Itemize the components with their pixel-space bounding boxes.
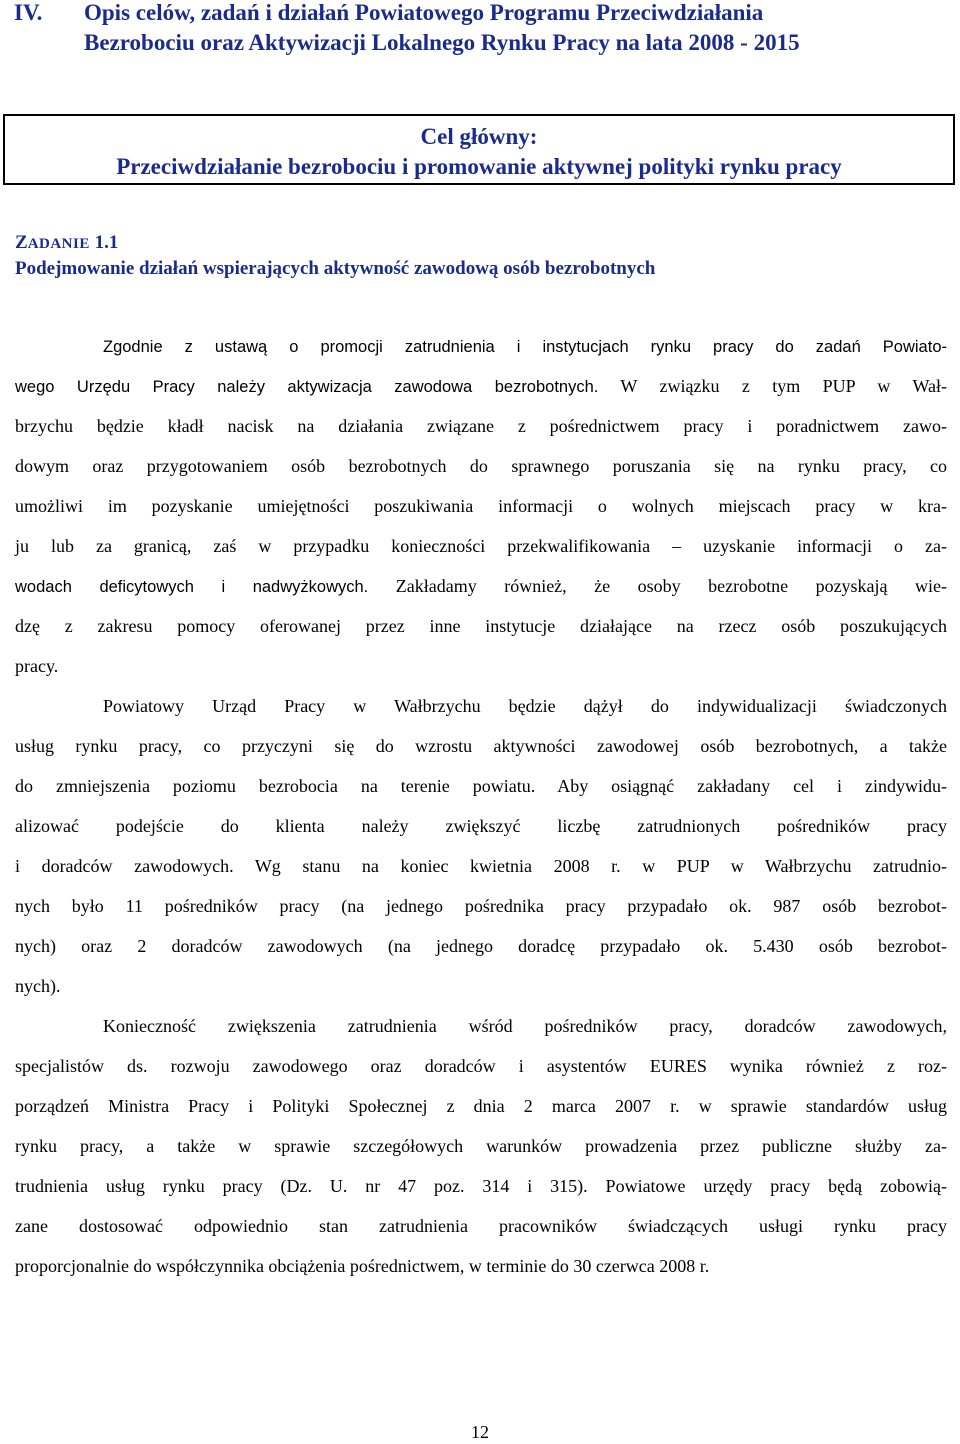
- paragraph-1-line-6: ju lub za granicą, zaś w przypadku konieczności przekwalifikowania – uzyskanie informacji o za-: [15, 536, 947, 556]
- paragraph-3-line-2: specjalistów ds. rozwoju zawodowego oraz doradców i asystentów EURES wynika również z roz-: [15, 1056, 947, 1076]
- paragraph-1-line-5: umożliwi im pozyskanie umiejętności poszukiwania informacji o wolnych miejscach pracy w kra-: [15, 496, 947, 516]
- task-label-initial: Z: [15, 232, 28, 253]
- paragraph-1-line-2a: wego Urzędu Pracy należy aktywizacja zawodowa bezrobotnych.: [15, 378, 599, 396]
- paragraph-2-line-6: nych było 11 pośredników pracy (na jednego pośrednika pracy przypadało ok. 987 osób bezrobot-: [15, 896, 947, 916]
- page-number: 12: [471, 1422, 489, 1442]
- paragraph-3-line-1: Konieczność zwiększenia zatrudnienia wśród pośredników pracy, doradców zawodowych,: [103, 1016, 947, 1036]
- paragraph-3-line-5: trudnienia usług rynku pracy (Dz. U. nr 47 poz. 314 i 315). Powiatowe urzędy pracy będą zobowią-: [15, 1176, 947, 1196]
- section-title-line-2: Bezrobociu oraz Aktywizacji Lokalnego Rynku Pracy na lata 2008 - 2015: [84, 30, 800, 55]
- paragraph-1-line-2b: W związku z tym PUP w Wał-: [598, 376, 947, 396]
- paragraph-1-line-3: brzychu będzie kładł nacisk na działania związane z pośrednictwem pracy i poradnictwem zawo-: [15, 416, 947, 436]
- main-goal-label: Cel główny:: [420, 124, 538, 149]
- paragraph-2-line-1: Powiatowy Urząd Pracy w Wałbrzychu będzie dążył do indywidualizacji świadczonych: [103, 696, 947, 716]
- paragraph-1-line-8: dzę z zakresu pomocy oferowanej przez inne instytucje działające na rzecz osób poszukujących: [15, 616, 947, 636]
- paragraph-1-line-7b: Zakładamy również, że osoby bezrobotne pozyskają wie-: [368, 576, 948, 596]
- paragraph-1-line-7a: wodach deficytowych i nadwyżkowych.: [15, 578, 369, 596]
- task-label: [15, 232, 118, 254]
- paragraph-2-line-7: nych) oraz 2 doradców zawodowych (na jednego doradcę przypadało ok. 5.430 osób bezrobot-: [15, 936, 947, 956]
- paragraph-2-line-8: nych).: [15, 976, 61, 996]
- section-title-line-1: Opis celów, zadań i działań Powiatowego Programu Przeciwdziałania: [84, 0, 764, 25]
- paragraph-3-line-3: porządzeń Ministra Pracy i Polityki Społecznej z dnia 2 marca 2007 r. w sprawie standardów usług: [15, 1096, 947, 1116]
- main-goal-box: [3, 114, 955, 185]
- task-label-number: 1.1: [89, 232, 119, 253]
- paragraph-2-line-3: do zmniejszenia poziomu bezrobocia na terenie powiatu. Aby osiągnąć zakładany cel i zindywidu-: [15, 776, 947, 796]
- paragraph-2-line-5: i doradców zawodowych. Wg stanu na koniec kwietnia 2008 r. w PUP w Wałbrzychu zatrudnio-: [15, 856, 947, 876]
- paragraph-3-line-6: zane dostosować odpowiednio stan zatrudnienia pracowników świadczących usługi rynku pracy: [15, 1216, 947, 1236]
- task-title: Podejmowanie działań wspierających aktywność zawodową osób bezrobotnych: [15, 258, 656, 279]
- paragraph-1-line-2: [15, 375, 947, 398]
- main-goal-text: Przeciwdziałanie bezrobociu i promowanie aktywnej polityki rynku pracy: [116, 154, 842, 179]
- paragraph-1-line-1: Zgodnie z ustawą o promocji zatrudnienia i instytucjach rynku pracy do zadań Powiato-: [103, 338, 947, 356]
- section-number: IV.: [14, 0, 43, 25]
- paragraph-2-line-4: alizować podejście do klienta należy zwiększyć liczbę zatrudnionych pośredników pracy: [15, 816, 947, 836]
- paragraph-1-line-9: pracy.: [15, 656, 59, 676]
- paragraph-3-line-4: rynku pracy, a także w sprawie szczegółowych warunków prowadzenia przez publiczne służby za-: [15, 1136, 947, 1156]
- paragraph-3-line-7: proporcjonalnie do współczynnika obciążenia pośrednictwem, w terminie do 30 czerwca 2008 r.: [15, 1256, 710, 1276]
- task-label-rest: ADANIE: [27, 236, 90, 252]
- paragraph-1-line-7: [15, 575, 947, 598]
- paragraph-1-line-4: dowym oraz przygotowaniem osób bezrobotnych do sprawnego poruszania się na rynku pracy, co: [15, 456, 947, 476]
- paragraph-2-line-2: usług rynku pracy, co przyczyni się do wzrostu aktywności zawodowej osób bezrobotnych, a także: [15, 736, 947, 756]
